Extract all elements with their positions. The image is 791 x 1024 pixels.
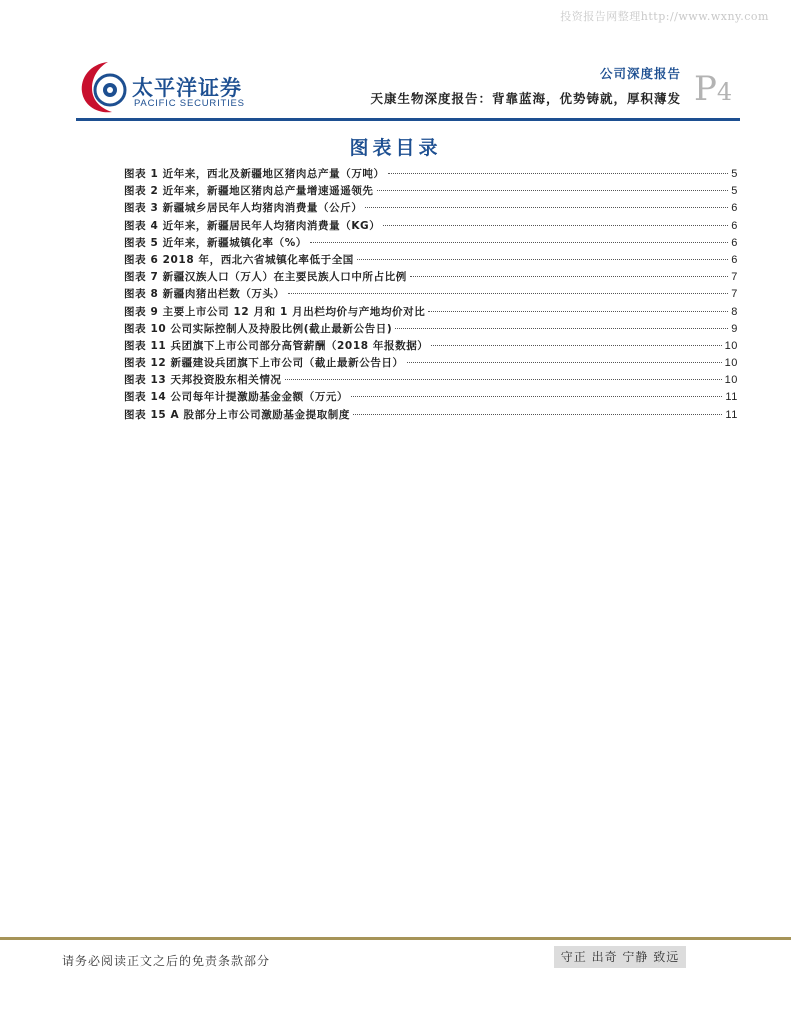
page-number	[694, 69, 733, 109]
toc-entry[interactable]	[124, 252, 738, 269]
toc-entry-page: 11	[725, 391, 738, 404]
toc-entry-page: 6	[731, 253, 738, 266]
toc-leader-dots	[428, 311, 728, 312]
header-divider	[76, 118, 740, 121]
footer-disclaimer: 请务必阅读正文之后的免责条款部分	[62, 954, 271, 968]
toc-leader-dots	[351, 396, 722, 397]
toc-entry-label: 图表 1 近年来，西北及新疆地区猪肉总产量（万吨）	[124, 168, 385, 180]
toc-entry-page: 6	[731, 219, 738, 232]
toc-entry-page: 8	[731, 305, 738, 318]
page-letter: P	[694, 69, 717, 109]
logo-emblem-icon	[78, 58, 134, 116]
toc-entry-label: 图表 14 公司每年计提激励基金金额（万元）	[124, 391, 349, 404]
toc-entry[interactable]	[124, 286, 738, 303]
table-of-figures	[124, 166, 738, 424]
toc-leader-dots	[285, 379, 722, 380]
toc-entry[interactable]	[124, 183, 738, 200]
toc-entry[interactable]	[124, 338, 738, 355]
toc-leader-dots	[388, 173, 729, 174]
toc-leader-dots	[353, 414, 722, 415]
toc-entry[interactable]	[124, 304, 738, 321]
toc-leader-dots	[383, 225, 728, 226]
company-logo	[78, 58, 248, 116]
toc-leader-dots	[410, 276, 728, 277]
toc-entry-label: 图表 4 近年来，新疆居民年人均猪肉消费量（KG）	[124, 219, 381, 232]
toc-entry-page: 10	[724, 339, 738, 352]
toc-entry-label: 图表 10 公司实际控制人及持股比例(截止最新公告日)	[124, 322, 393, 335]
toc-entry-page: 6	[731, 202, 738, 215]
page-number-value: 4	[716, 78, 733, 106]
toc-leader-dots	[395, 328, 728, 329]
toc-heading: 图表目录	[349, 137, 442, 159]
toc-entry-label: 图表 9 主要上市公司 12 月和 1 月出栏均价与产地均价对比	[124, 305, 426, 318]
toc-entry[interactable]	[124, 269, 738, 286]
toc-entry[interactable]	[124, 200, 738, 217]
toc-entry-label: 图表 11 兵团旗下上市公司部分高管薪酬（2018 年报数据）	[124, 339, 429, 352]
toc-entry-label: 图表 7 新疆汉族人口（万人）在主要民族人口中所占比例	[124, 271, 407, 284]
toc-entry[interactable]	[124, 235, 738, 252]
toc-entry[interactable]	[124, 321, 738, 338]
toc-entry-label: 图表 15 A 股部分上市公司激励基金提取制度	[124, 408, 351, 421]
toc-entry[interactable]	[124, 372, 738, 389]
toc-entry-page: 9	[731, 322, 738, 335]
toc-entry[interactable]	[124, 166, 738, 183]
toc-leader-dots	[365, 207, 728, 208]
toc-entry-label: 图表 8 新疆肉猪出栏数（万头）	[124, 288, 285, 301]
toc-entry-page: 7	[731, 271, 738, 284]
report-type: 公司深度报告	[599, 66, 681, 81]
toc-entry-label: 图表 2 近年来，新疆地区猪肉总产量增速遥遥领先	[124, 185, 374, 198]
toc-entry-label: 图表 5 近年来，新疆城镇化率（%）	[124, 236, 307, 249]
toc-entry[interactable]	[124, 389, 738, 406]
toc-entry-page: 6	[731, 236, 738, 249]
toc-entry-label: 图表 12 新疆建设兵团旗下上市公司（截止最新公告日）	[124, 357, 404, 370]
toc-leader-dots	[431, 345, 721, 346]
toc-entry-label: 图表 6 2018 年，西北六省城镇化率低于全国	[124, 253, 354, 266]
toc-entry-page: 11	[725, 408, 738, 421]
logo-name-en: PACIFIC SECURITIES	[134, 98, 245, 109]
toc-leader-dots	[357, 259, 728, 260]
toc-entry-label: 图表 3 新疆城乡居民年人均猪肉消费量（公斤）	[124, 202, 363, 215]
toc-entry-page: 5	[731, 168, 738, 180]
footer-motto: 守正 出奇 宁静 致远	[554, 946, 686, 968]
logo-name-cn: 太平洋证券	[132, 76, 242, 100]
toc-leader-dots	[407, 362, 722, 363]
toc-entry-page: 5	[731, 185, 738, 198]
toc-entry[interactable]	[124, 355, 738, 372]
toc-entry[interactable]	[124, 218, 738, 235]
report-title: 天康生物深度报告：背靠蓝海，优势铸就，厚积薄发	[370, 91, 681, 106]
toc-entry-label: 图表 13 天邦投资股东相关情况	[124, 374, 282, 387]
toc-leader-dots	[310, 242, 728, 243]
toc-entry[interactable]	[124, 407, 738, 424]
toc-entry-page: 7	[731, 288, 738, 301]
toc-leader-dots	[377, 190, 729, 191]
toc-leader-dots	[288, 293, 729, 294]
watermark-text: 投资报告网整理http://www.wxny.com	[560, 10, 769, 23]
footer-divider	[0, 937, 791, 940]
toc-entry-page: 10	[724, 374, 738, 387]
toc-entry-page: 10	[724, 357, 738, 370]
